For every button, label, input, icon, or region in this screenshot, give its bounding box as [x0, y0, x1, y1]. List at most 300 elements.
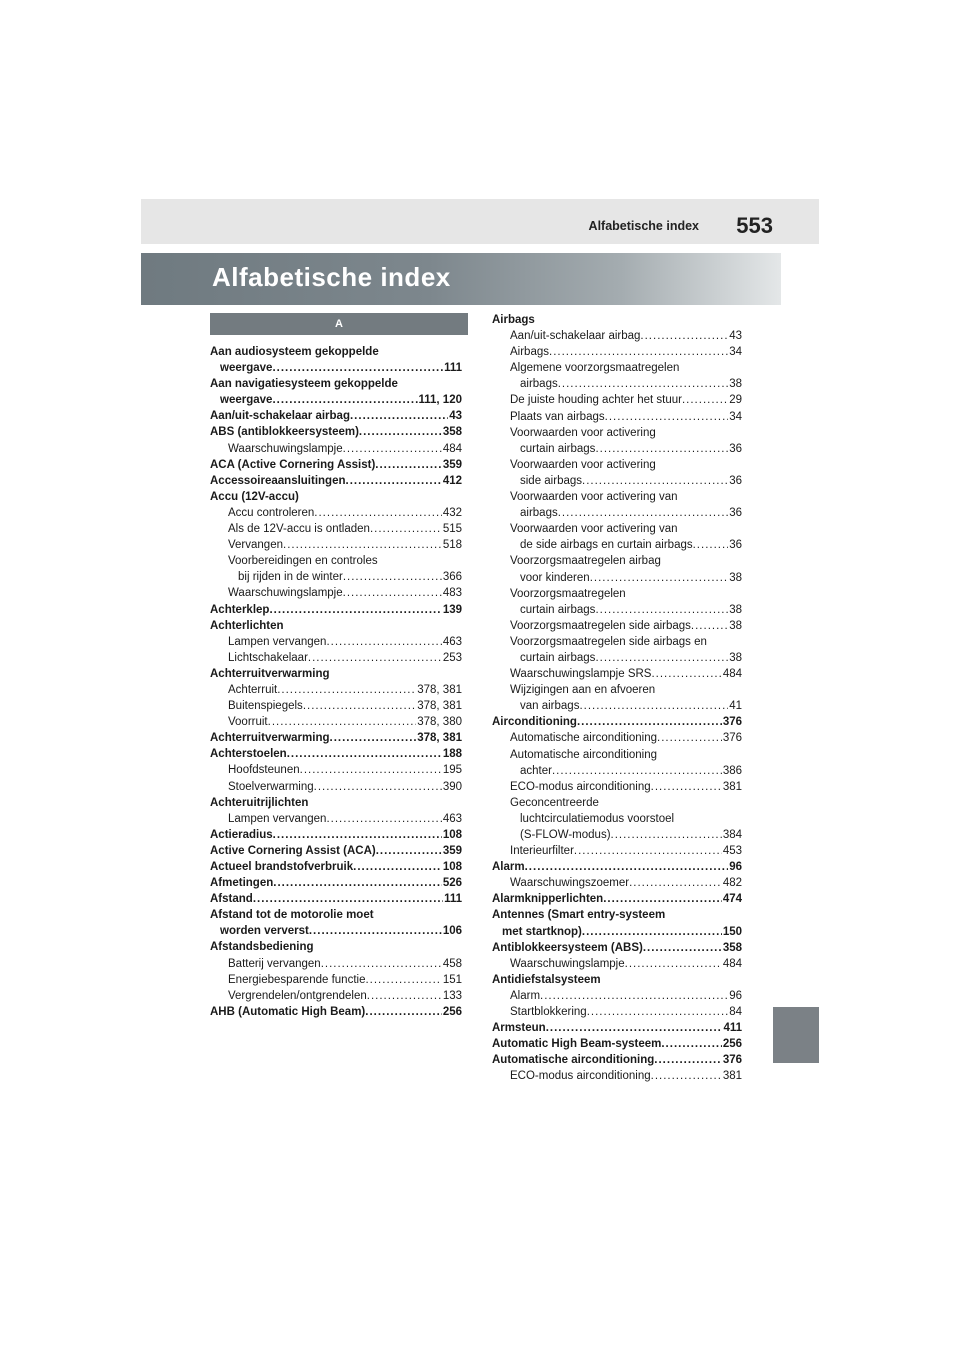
index-entry	[492, 956, 742, 972]
entry-row	[510, 666, 742, 682]
entry-text: Achterklep	[210, 603, 270, 616]
index-entry	[492, 875, 742, 891]
entry-row	[510, 1068, 742, 1084]
page-reference: 359	[442, 844, 462, 857]
index-entry	[492, 392, 742, 408]
dot-leader	[540, 988, 728, 1004]
index-entry	[210, 424, 462, 440]
page-reference: 376	[722, 1054, 742, 1067]
entry-text: achter	[520, 764, 552, 777]
page-reference: 483	[442, 587, 462, 600]
dot-leader	[579, 698, 728, 714]
entry-row	[228, 762, 462, 778]
dot-leader	[314, 779, 442, 795]
entry-row	[492, 891, 742, 907]
entry-text: Wijzigingen aan en afvoeren	[510, 684, 656, 697]
index-entry	[210, 843, 462, 859]
entry-row	[492, 1020, 742, 1036]
page-reference: 34	[729, 346, 742, 359]
entry-text: (S-FLOW-modus)	[520, 829, 611, 841]
entry-row	[510, 618, 742, 634]
entry-row	[510, 779, 742, 795]
page-reference: 43	[729, 330, 742, 343]
entry-text: Waarschuwingslampje	[228, 442, 343, 455]
title-banner	[141, 253, 781, 305]
dot-leader	[343, 569, 442, 585]
index-entry	[210, 537, 462, 553]
page-reference: 390	[442, 780, 462, 793]
page-reference: 378, 381	[417, 700, 462, 713]
page-reference: 526	[442, 877, 462, 890]
entry-text: Stoelverwarming	[228, 780, 314, 793]
entry-row	[210, 1004, 462, 1020]
page-reference: 108	[442, 861, 462, 873]
page-reference: 474	[722, 893, 742, 906]
entry-row	[492, 940, 742, 956]
entry-text: Accessoireaansluitingen	[210, 474, 346, 487]
page-reference: 381	[722, 780, 742, 793]
index-entry	[492, 457, 742, 489]
index-entry	[492, 891, 742, 907]
entry-row	[510, 537, 742, 553]
dot-leader	[558, 376, 728, 392]
entry-row	[492, 1036, 742, 1052]
index-entry	[492, 988, 742, 1004]
page-title: Alfabetische index	[212, 262, 451, 292]
entry-text: Algemene voorzorgsmaatregelen	[510, 362, 680, 375]
index-entry	[210, 698, 462, 714]
entry-row	[210, 730, 462, 746]
page-reference: 253	[442, 651, 462, 664]
entry-row	[210, 602, 462, 618]
entry-text: Aan navigatiesysteem gekoppelde	[210, 378, 398, 391]
page-reference: 41	[729, 700, 742, 713]
dot-leader	[651, 779, 722, 795]
entry-text: Aan/uit-schakelaar airbag	[210, 410, 350, 423]
entry-row	[210, 408, 462, 424]
page-reference: 38	[729, 571, 742, 584]
page-reference: 463	[442, 812, 462, 825]
entry-row	[510, 602, 742, 618]
entry-text: Airbags	[510, 346, 549, 359]
entry-text: ABS (antiblokkeersysteem)	[210, 426, 359, 439]
index-column-left	[210, 344, 462, 1020]
page-reference: 36	[729, 539, 742, 552]
entry-text: De juiste houding achter het stuur	[510, 394, 682, 407]
dot-leader	[300, 762, 442, 778]
entry-text: Automatische airconditioning	[492, 1054, 655, 1067]
dot-leader	[661, 1036, 721, 1052]
entry-row	[210, 457, 462, 473]
page-reference: 256	[442, 1005, 462, 1018]
entry-row	[210, 827, 462, 843]
page-reference: 515	[442, 523, 462, 536]
entry-row	[510, 698, 742, 714]
entry-row	[510, 827, 742, 843]
index-entry	[492, 747, 742, 779]
index-column-right	[492, 312, 742, 1085]
entry-text: Achterlichten	[210, 619, 284, 632]
page-reference: 150	[722, 925, 742, 938]
entry-text: Voorwaarden voor activering van	[510, 491, 678, 504]
entry-text: Energiebesparende functie	[228, 973, 366, 986]
dot-leader	[303, 698, 416, 714]
entry-text: Antiblokkeersysteem (ABS)	[492, 941, 643, 954]
dot-leader	[253, 891, 443, 907]
entry-row	[510, 328, 742, 344]
entry-text: voor kinderen	[520, 571, 590, 584]
page-reference: 518	[442, 539, 462, 552]
entry-row	[210, 424, 462, 440]
entry-text: Alarm	[492, 861, 525, 874]
page-reference: 458	[442, 957, 462, 970]
index-entry	[492, 328, 742, 344]
entry-text: Geconcentreerde	[510, 796, 599, 809]
entry-text: ACA (Active Cornering Assist)	[210, 458, 376, 471]
entry-row	[510, 570, 742, 586]
entry-row	[210, 843, 462, 859]
index-entry	[492, 344, 742, 360]
dot-leader	[353, 859, 442, 875]
dot-leader	[549, 344, 728, 360]
entry-text: de side airbags en curtain airbags	[520, 539, 693, 552]
index-entry	[210, 441, 462, 457]
dot-leader	[640, 328, 728, 344]
index-entry	[210, 762, 462, 778]
entry-text: Accu (12V-accu)	[210, 490, 299, 503]
page-reference: 432	[442, 506, 462, 519]
entry-text: Lichtschakelaar	[228, 651, 308, 664]
page-reference: 482	[722, 877, 742, 890]
dot-leader	[625, 956, 722, 972]
entry-row	[510, 409, 742, 425]
index-entry	[492, 907, 742, 939]
dot-leader	[314, 505, 442, 521]
entry-text: Waarschuwingslampje	[510, 957, 625, 970]
entry-text: Antennes (Smart entry-systeem	[492, 909, 666, 922]
dot-leader	[359, 424, 442, 440]
index-entry	[492, 409, 742, 425]
entry-text: Voorruit	[228, 716, 268, 729]
index-entry	[210, 408, 462, 424]
entry-text: Achterruitverwarming	[210, 667, 330, 680]
entry-text: Startblokkering	[510, 1006, 587, 1019]
entry-text: Afmetingen	[210, 877, 274, 890]
index-entry	[210, 553, 462, 585]
page-reference: 38	[729, 619, 742, 632]
dot-leader	[365, 1004, 442, 1020]
page-reference: 133	[442, 989, 462, 1002]
dot-leader	[651, 1068, 722, 1084]
page-reference: 412	[442, 474, 462, 487]
dot-leader	[309, 923, 442, 939]
entry-text: ECO-modus airconditioning	[510, 780, 651, 793]
entry-text: Aan/uit-schakelaar airbag	[510, 330, 641, 343]
entry-row	[492, 924, 742, 940]
dot-leader	[643, 940, 722, 956]
index-entry	[492, 1068, 742, 1084]
index-entry	[210, 875, 462, 891]
dot-leader	[582, 924, 722, 940]
entry-text: Interieurfilter	[510, 845, 574, 858]
entry-row	[228, 634, 462, 650]
dot-leader	[326, 634, 441, 650]
index-entry	[492, 795, 742, 843]
index-entry	[492, 360, 742, 392]
entry-row	[510, 875, 742, 891]
dot-leader	[651, 666, 721, 682]
index-entry	[492, 682, 742, 714]
entry-row	[510, 730, 742, 746]
index-entry	[210, 811, 462, 827]
dot-leader	[370, 521, 442, 537]
page-reference: 484	[722, 668, 742, 681]
index-entry	[210, 746, 462, 762]
entry-text: Voorzorgsmaatregelen	[510, 587, 626, 600]
page-reference: 359	[442, 458, 462, 471]
entry-row	[210, 891, 462, 907]
dot-leader	[525, 859, 729, 875]
index-entry	[210, 779, 462, 795]
index-entry	[210, 666, 462, 682]
page-reference: 358	[442, 426, 462, 439]
entry-text: curtain airbags	[520, 603, 596, 616]
page-reference: 96	[729, 989, 742, 1002]
index-entry	[210, 521, 462, 537]
page-reference: 453	[722, 845, 742, 858]
dot-leader	[287, 746, 442, 762]
dot-leader	[308, 650, 442, 666]
entry-text: Actueel brandstofverbruik	[210, 861, 354, 873]
entry-row	[510, 392, 742, 408]
entry-row	[210, 859, 462, 875]
page-reference: 411	[723, 1022, 742, 1035]
entry-text: Actieradius	[210, 828, 273, 841]
index-entry	[492, 586, 742, 618]
entry-text: Vervangen	[228, 539, 283, 552]
entry-text: luchtcirculatiemodus voorstoel	[520, 812, 675, 825]
index-entry	[210, 457, 462, 473]
dot-leader	[552, 763, 722, 779]
index-entry	[210, 972, 462, 988]
page-reference: 195	[442, 764, 462, 777]
index-entry	[210, 795, 462, 811]
letter-heading: A	[210, 313, 468, 335]
dot-leader	[272, 360, 443, 376]
entry-text: Automatic High Beam-systeem	[492, 1038, 662, 1051]
index-entry	[210, 344, 462, 376]
entry-row	[228, 650, 462, 666]
entry-text: Als de 12V-accu is ontladen	[228, 523, 370, 536]
index-entry	[210, 859, 462, 875]
entry-row	[228, 988, 462, 1004]
dot-leader	[558, 505, 728, 521]
entry-row	[492, 714, 742, 730]
index-entry	[210, 602, 462, 618]
dot-leader	[595, 441, 728, 457]
entry-text: Afstand	[210, 893, 253, 906]
dot-leader	[283, 537, 442, 553]
entry-row	[210, 746, 462, 762]
entry-row	[210, 875, 462, 891]
dot-leader	[546, 1020, 723, 1036]
page-reference: 366	[442, 571, 462, 584]
entry-text: ECO-modus airconditioning	[510, 1070, 651, 1083]
page-reference: 29	[729, 394, 742, 407]
entry-row	[228, 505, 462, 521]
index-entry	[210, 891, 462, 907]
entry-text: Waarschuwingslampje SRS	[510, 668, 652, 681]
page-number: 553	[736, 213, 773, 238]
index-entry	[210, 907, 462, 939]
entry-row	[510, 344, 742, 360]
dot-leader	[376, 843, 442, 859]
page-reference: 386	[722, 764, 742, 777]
entry-text: Voorzorgsmaatregelen side airbags en	[510, 635, 707, 648]
entry-text: side airbags	[520, 474, 583, 487]
entry-text: met startknop)	[502, 925, 582, 938]
entry-row	[210, 360, 462, 376]
index-entry	[492, 972, 742, 988]
dot-leader	[654, 1052, 722, 1068]
dot-leader	[611, 827, 722, 843]
entry-text: Automatische airconditioning	[510, 748, 658, 761]
page-reference: 376	[722, 732, 742, 745]
entry-text: AHB (Automatic High Beam)	[210, 1005, 366, 1018]
dot-leader	[587, 1004, 728, 1020]
entry-text: Batterij vervangen	[228, 957, 321, 970]
page-reference: 96	[729, 861, 742, 874]
entry-text: Plaats van airbags	[510, 410, 605, 423]
index-entry	[210, 505, 462, 521]
page-reference: 111, 120	[418, 394, 462, 407]
dot-leader	[343, 441, 442, 457]
entry-row	[492, 859, 742, 875]
index-entry	[492, 425, 742, 457]
entry-text: weergave	[220, 394, 273, 407]
entry-text: Afstand tot de motorolie moet	[210, 909, 374, 922]
entry-row	[510, 650, 742, 666]
dot-leader	[268, 714, 417, 730]
entry-text: van airbags	[520, 700, 580, 713]
dot-leader	[595, 602, 728, 618]
index-entry	[492, 779, 742, 795]
entry-text: Achterstoelen	[210, 748, 287, 761]
dot-leader	[693, 537, 729, 553]
index-entry	[210, 714, 462, 730]
index-entry	[492, 859, 742, 875]
page-reference: 106	[442, 925, 462, 938]
index-entry	[210, 376, 462, 408]
entry-text: Voorwaarden voor activering	[510, 458, 656, 471]
entry-row	[210, 392, 462, 408]
page-reference: 151	[442, 973, 462, 986]
dot-leader	[365, 972, 441, 988]
index-entry	[492, 940, 742, 956]
index-entry	[492, 1020, 742, 1036]
page-reference: 378, 381	[417, 732, 462, 745]
entry-text: Achteruitrijlichten	[210, 796, 309, 809]
page-reference: 139	[442, 603, 462, 616]
index-entry	[492, 489, 742, 521]
entry-text: airbags	[520, 507, 558, 520]
entry-row	[228, 811, 462, 827]
index-entry	[492, 618, 742, 634]
dot-leader	[273, 827, 442, 843]
index-entry	[492, 666, 742, 682]
index-entry	[210, 634, 462, 650]
entry-text: Afstandsbediening	[210, 941, 314, 954]
dot-leader	[595, 650, 728, 666]
dot-leader	[330, 730, 417, 746]
index-entry	[210, 730, 462, 746]
page-reference: 108	[442, 828, 462, 841]
dot-leader	[582, 473, 728, 489]
entry-row	[510, 441, 742, 457]
page-header	[141, 199, 819, 244]
entry-row	[228, 585, 462, 601]
entry-row	[492, 1052, 742, 1068]
index-entry	[210, 585, 462, 601]
page-reference: 358	[722, 941, 742, 954]
dot-leader	[590, 570, 729, 586]
index-entry	[210, 988, 462, 1004]
running-header: Alfabetische index	[588, 219, 699, 233]
entry-text: Achterruitverwarming	[210, 732, 330, 745]
entry-row	[228, 569, 462, 585]
dot-leader	[269, 602, 441, 618]
index-entry	[210, 939, 462, 955]
page-reference: 484	[722, 957, 742, 970]
dot-leader	[574, 843, 722, 859]
entry-row	[510, 376, 742, 392]
index-entry	[492, 714, 742, 730]
entry-row	[228, 521, 462, 537]
dot-leader	[375, 457, 442, 473]
index-entry	[210, 827, 462, 843]
entry-text: Achterruit	[228, 683, 278, 696]
entry-text: curtain airbags	[520, 442, 596, 455]
entry-text: Accu controleren	[228, 506, 315, 519]
entry-text: Voorwaarden voor activering van	[510, 523, 678, 536]
index-entry	[492, 521, 742, 553]
page-reference: 38	[729, 378, 742, 391]
entry-row	[510, 843, 742, 859]
entry-row	[210, 473, 462, 489]
index-entry	[492, 312, 742, 328]
page-reference: 463	[442, 635, 462, 648]
page-reference: 484	[442, 442, 462, 455]
index-entry	[492, 730, 742, 746]
entry-text: Voorbereidingen en controles	[228, 555, 378, 568]
index-entry	[492, 553, 742, 585]
page-reference: 36	[729, 507, 742, 520]
dot-leader	[350, 408, 448, 424]
dot-leader	[629, 875, 722, 891]
index-entry	[210, 473, 462, 489]
entry-text: Waarschuwingslampje	[228, 587, 343, 600]
entry-text: Airconditioning	[492, 716, 577, 729]
page-reference: 36	[729, 442, 742, 455]
dot-leader	[657, 730, 722, 746]
dot-leader	[603, 891, 722, 907]
dot-leader	[605, 409, 729, 425]
page-reference: 38	[729, 603, 742, 616]
entry-row	[228, 779, 462, 795]
entry-row	[228, 682, 462, 698]
page-reference: 38	[729, 651, 742, 664]
entry-text: airbags	[520, 378, 558, 391]
